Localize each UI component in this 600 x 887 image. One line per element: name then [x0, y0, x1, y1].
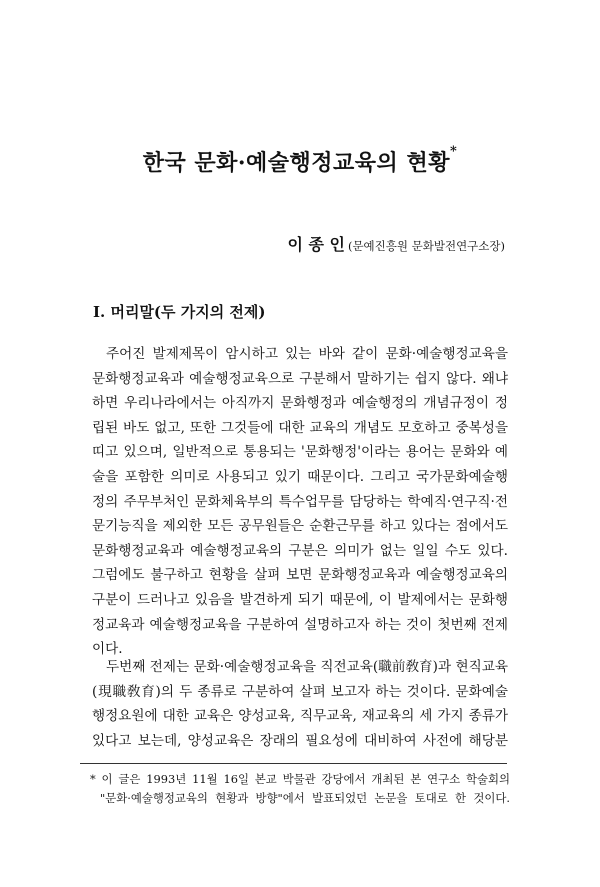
text-line: 정교육과 예술행정교육을 구분하여 설명하고자 하는 것이 첫번째 전제 [92, 616, 508, 633]
footnote [90, 770, 510, 808]
footnote-line: * 이 글은 1993년 11월 16일 본교 박물관 강당에서 개최된 본 연구소 학술회의 [90, 772, 510, 786]
author-line [287, 232, 505, 255]
section-heading: I. 머리말(두 가지의 전제) [93, 303, 266, 321]
text-line: 구분이 드러나고 있음을 발견하게 되기 때문에, 이 발제에서는 문화행 [92, 591, 508, 608]
text-line: 립된 바도 없고, 또한 그것들에 대한 교육의 개념도 모호하고 중복성을 [92, 419, 508, 436]
text-line: 정의 주무부처인 문화체육부의 특수업무를 담당하는 학예직·연구직·전 [92, 493, 508, 510]
text-line: 띠고 있으며, 일반적으로 통용되는 '문화행정'이라는 용어는 문화와 예 [92, 444, 508, 461]
author-name: 이 종 인 [287, 235, 345, 254]
text-line: 술을 포함한 의미로 사용되고 있기 때문이다. 그리고 국가문화예술행 [92, 468, 508, 485]
paragraph-2 [92, 655, 508, 753]
text-line: 두번째 전제는 문화·예술행정교육을 직전교육(職前敎育)과 현직교육 [106, 659, 508, 675]
text-line: 문화행정교육과 예술행정교육의 구분은 의미가 없는 일일 수도 있다. [92, 542, 508, 559]
text-line: 이다. [92, 641, 123, 658]
author-affiliation: (문예진흥원 문화발전연구소장) [347, 239, 505, 253]
text-line: 있다고 보는데, 양성교육은 장래의 필요성에 대비하여 사전에 해당분 [92, 732, 508, 749]
text-line: (現職敎育)의 두 종류로 구분하여 살펴 보고자 하는 것이다. 문화예술 [92, 683, 508, 700]
text-line: 행정요원에 대한 교육은 양성교육, 직무교육, 재교육의 세 가지 종류가 [92, 708, 508, 725]
footnote-line: "문화·예술행정교육의 현황과 방향"에서 발표되었던 논문을 토대로 한 것이다. [100, 791, 510, 805]
footnote-divider [80, 763, 507, 764]
text-line: 하면 우리나라에서는 아직까지 문화행정과 예술행정의 개념규정이 정 [92, 395, 508, 412]
text-line: 문화행정교육과 예술행정교육으로 구분해서 말하기는 쉽지 않다. 왜냐 [92, 370, 508, 387]
title-text: 한국 문화·예술행정교육의 현황 [142, 150, 450, 176]
paragraph-1 [92, 342, 508, 662]
text-line: 주어진 발제제목이 암시하고 있는 바와 같이 문화·예술행정교육을 [106, 346, 508, 362]
title-footnote-mark: * [449, 144, 458, 159]
text-line: 문기능직을 제외한 모든 공무원들은 순환근무를 하고 있다는 점에서도 [92, 518, 508, 535]
article-title [0, 146, 600, 177]
text-line: 그럼에도 불구하고 현황을 살펴 보면 문화행정교육과 예술행정교육의 [92, 567, 508, 584]
